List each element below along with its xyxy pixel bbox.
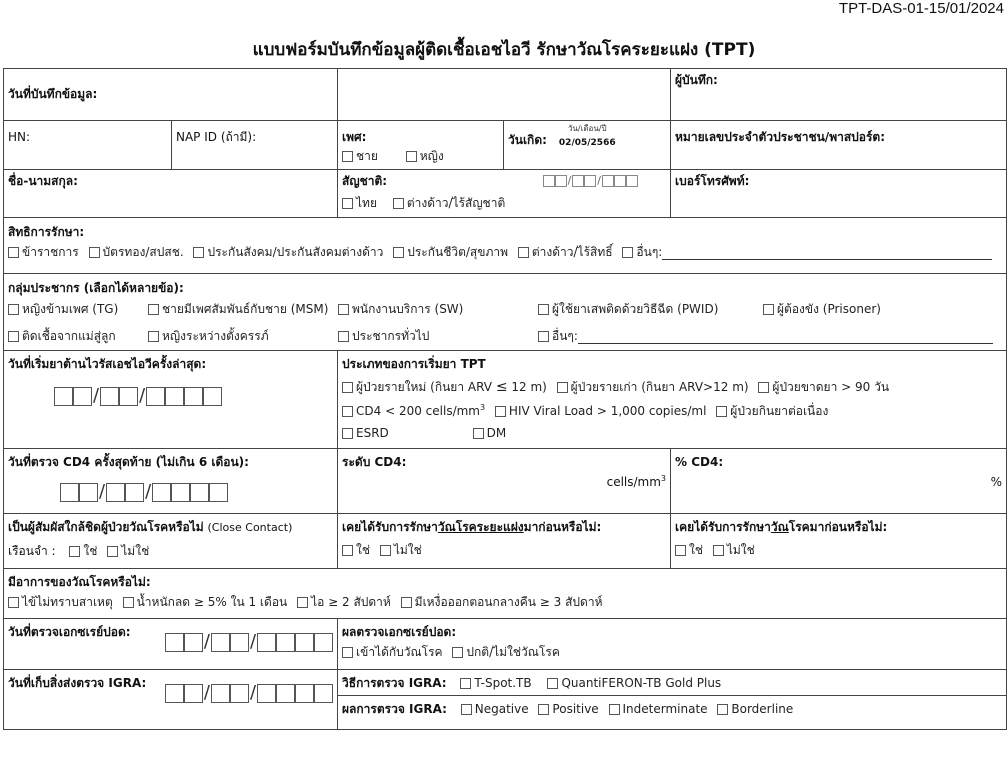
sex-cell [338, 121, 504, 170]
checkbox-icon[interactable] [675, 545, 686, 556]
rights-cell [4, 218, 1007, 274]
checkbox-icon[interactable] [338, 331, 349, 342]
contact-yes-option[interactable] [69, 543, 97, 559]
groups-row-1 [8, 301, 1002, 319]
checkbox-icon[interactable] [148, 304, 159, 315]
checkbox-icon[interactable] [716, 406, 727, 417]
xray-normal-option[interactable] [452, 644, 559, 660]
igra-negative-option[interactable] [461, 701, 529, 717]
checkbox-icon[interactable] [342, 406, 353, 417]
group-option-other[interactable] [538, 328, 993, 344]
checkbox-icon[interactable] [401, 597, 412, 608]
symptom-option[interactable] [123, 594, 288, 610]
rights-option-label: อื่นๆ: [636, 245, 663, 260]
latent-no-option[interactable] [380, 542, 422, 558]
latent-ul: วัณโรคระยะแฝง [437, 520, 524, 534]
igra-borderline-option[interactable] [717, 701, 793, 717]
arv-label: วันที่เริ่มยาต้านไวรัสเอชไอวีครั้งล่าสุด: [8, 357, 207, 371]
checkbox-icon[interactable] [342, 647, 353, 658]
contact-cell [4, 514, 338, 569]
tpt-new-option[interactable] [342, 378, 547, 397]
recorder-cell[interactable] [671, 69, 1007, 121]
le-symbol: ≤ [495, 379, 508, 396]
xray-date-cell [4, 619, 338, 670]
checkbox-icon[interactable] [717, 704, 728, 715]
igra-r4-label: Borderline [731, 702, 794, 717]
group-option-label: หญิงข้ามเพศ (TG) [22, 302, 119, 317]
group-option[interactable] [8, 301, 118, 317]
group-option[interactable] [8, 328, 116, 344]
xray-opt1-label: เข้าได้กับวัณโรค [356, 645, 443, 660]
symptom-option[interactable] [297, 594, 391, 610]
latent-pre: เคยได้รับการรักษา [342, 520, 438, 534]
record-date-cell[interactable] [4, 69, 338, 121]
tpt-old-label: ผู้ป่วยรายเก่า (กินยา ARV>12 m) [570, 380, 749, 395]
tb-ul: วัณ [770, 520, 789, 534]
xray-opt2-label: ปกติ/ไม่ใช่วัณโรค [466, 645, 560, 660]
symptom-option[interactable] [401, 594, 603, 610]
no-label: ไม่ใช่ [121, 543, 150, 558]
checkbox-icon[interactable] [763, 304, 774, 315]
group-option-label: พนักงานบริการ (SW) [352, 302, 464, 317]
checkbox-icon[interactable] [393, 198, 404, 209]
nationality-label: สัญชาติ: [342, 174, 388, 188]
rights-option-other[interactable] [622, 244, 992, 260]
checkbox-icon[interactable] [89, 247, 100, 258]
igra-qft-option[interactable] [547, 675, 721, 691]
checkbox-icon[interactable] [148, 331, 159, 342]
id-cell[interactable] [671, 121, 1007, 170]
group-option[interactable] [338, 301, 463, 317]
tpt-type-title: ประเภทของการเริ่มยา TPT [342, 357, 486, 371]
checkbox-icon[interactable] [557, 382, 568, 393]
group-option[interactable] [148, 328, 269, 344]
group-option[interactable] [763, 301, 881, 317]
male-label: ชาย [356, 149, 378, 164]
dob-label: วันเกิด: [508, 133, 547, 147]
rights-option-label: ข้าราชการ [22, 245, 79, 260]
form-title: แบบฟอร์มบันทึกข้อมูลผู้ติดเชื้อเอชไอวี รักษาวัณโรคระยะแฝง (TPT) [252, 40, 756, 60]
rights-option-label: ต่างด้าว/ไร้สิทธิ์ [531, 245, 613, 260]
checkbox-icon[interactable] [473, 428, 484, 439]
recorder-label: ผู้บันทึก: [675, 73, 718, 87]
group-option[interactable] [338, 328, 429, 344]
rights-option-label: ประกันชีวิต/สุขภาพ [407, 245, 508, 260]
xray-result-label: ผลตรวจเอกซเรย์ปอด: [342, 625, 457, 639]
yes-label: ใช่ [356, 543, 371, 558]
group-option[interactable] [538, 301, 718, 317]
checkbox-icon[interactable] [193, 247, 204, 258]
group-option[interactable] [148, 301, 328, 317]
igra-tspot-option[interactable] [460, 675, 531, 691]
sex-label: เพศ: [342, 130, 367, 144]
tpt-stop-option[interactable] [758, 379, 889, 395]
sex-female-option[interactable] [406, 148, 444, 164]
record-date-value-cell[interactable] [338, 69, 671, 121]
igra-date-boxes[interactable]: / / [165, 681, 333, 705]
cd4-level-label: ระดับ CD4: [342, 455, 407, 469]
tpt-form-table [3, 68, 1007, 730]
rights-other-line[interactable] [662, 259, 992, 260]
symptoms-cell [4, 569, 1007, 619]
checkbox-icon[interactable] [538, 331, 549, 342]
checkbox-icon[interactable] [342, 545, 353, 556]
phone-label: เบอร์โทรศัพท์: [675, 174, 750, 188]
rights-option[interactable] [8, 244, 79, 260]
document-code: TPT-DAS-01-15/01/2024 [838, 0, 1004, 17]
xray-date-boxes[interactable]: / / [165, 630, 333, 654]
rights-option[interactable] [393, 244, 508, 260]
household-label: เรือนจำ : [8, 543, 56, 558]
group-option-label: ชายมีเพศสัมพันธ์กับชาย (MSM) [162, 302, 329, 317]
cd4-date-boxes[interactable]: / / [60, 480, 228, 504]
igra-r2-label: Positive [552, 702, 599, 717]
igra-method-result-cell [338, 670, 1007, 730]
latent-yes-option[interactable] [342, 542, 370, 558]
cd4-unit: cells/mm [606, 475, 661, 490]
checkbox-icon[interactable] [461, 704, 472, 715]
symptom-label: ไอ ≥ 2 สัปดาห์ [311, 595, 391, 610]
tpt-esrd-option[interactable] [342, 425, 389, 441]
igra-method-label: วิธีการตรวจ IGRA: [342, 676, 447, 690]
group-option-label: ติดเชื้อจากแม่สู่ลูก [22, 329, 116, 344]
rights-option[interactable] [518, 244, 613, 260]
record-date-label: วันที่บันทึกข้อมูล: [8, 87, 98, 102]
sex-male-option[interactable] [342, 148, 378, 164]
nap-cell[interactable] [172, 121, 338, 170]
checkbox-icon[interactable] [342, 151, 353, 162]
tpt-vl-option[interactable] [495, 403, 707, 419]
symptom-label: น้ำหนักลด ≥ 5% ใน 1 เดือน [136, 595, 288, 610]
latent-tb-cell [338, 514, 671, 569]
nap-label: NAP ID (ถ้ามี): [176, 130, 257, 144]
xray-date-label: วันที่ตรวจเอกซเรย์ปอด: [8, 625, 131, 639]
tpt-new-label: ผู้ป่วยรายใหม่ (กินยา ARV [356, 380, 492, 395]
tpt-type-cell [338, 351, 1007, 449]
thai-label: ไทย [356, 196, 377, 211]
checkbox-icon[interactable] [495, 406, 506, 417]
group-option-label: หญิงระหว่างตั้งครรภ์ [162, 329, 269, 344]
checkbox-icon[interactable] [342, 428, 353, 439]
tpt-cd4-label: CD4 < 200 cells/mm [356, 404, 480, 419]
tpt-stop-label: ผู้ป่วยขาดยา > 90 วัน [772, 380, 890, 395]
arv-date-boxes[interactable]: / / [54, 384, 222, 408]
symptom-label: มีเหงื่อออกตอนกลางคืน ≥ 3 สัปดาห์ [414, 595, 603, 610]
arv-cell [4, 351, 338, 449]
igra-date-cell [4, 670, 338, 730]
igra-date-label: วันที่เก็บสิ่งส่งตรวจ IGRA: [8, 676, 147, 690]
checkbox-icon[interactable] [8, 331, 19, 342]
checkbox-icon[interactable] [8, 304, 19, 315]
group-option-label: อื่นๆ: [552, 329, 578, 344]
phone-cell[interactable] [671, 170, 1007, 218]
checkbox-icon[interactable] [297, 597, 308, 608]
latent-post: มาก่อนหรือไม่: [523, 520, 602, 534]
igra-m2-label: QuantiFERON-TB Gold Plus [561, 676, 722, 690]
igra-m1-label: T-Spot.TB [474, 676, 532, 690]
contact-title-en: (Close Contact) [207, 521, 293, 534]
nationality-cell [338, 170, 671, 218]
group-option-label: ผู้ใช้ยาเสพติดด้วยวิธีฉีด (PWID) [552, 302, 719, 317]
tb-treated-cell [671, 514, 1007, 569]
yes-label: ใช่ [689, 543, 704, 558]
rights-title: สิทธิการรักษา: [8, 225, 85, 239]
checkbox-icon[interactable] [69, 546, 80, 557]
tpt-dm-label: DM [486, 426, 507, 441]
igra-result-label: ผลการตรวจ IGRA: [342, 702, 447, 717]
tpt-dm-option[interactable] [473, 425, 507, 441]
tpt-new-tail: 12 m) [511, 380, 547, 395]
dob-cell[interactable] [504, 121, 671, 170]
name-label: ชื่อ-นามสกุล: [8, 174, 78, 188]
cd4-pct-label: % CD4: [675, 455, 724, 469]
checkbox-icon[interactable] [393, 247, 404, 258]
id-label: หมายเลขประจำตัวประชาชน/พาสปอร์ต: [675, 130, 886, 144]
foreign-option[interactable] [393, 195, 505, 211]
tpt-old-option[interactable] [557, 379, 749, 395]
tpt-continuous-label: ผู้ป่วยกินยาต่อเนื่อง [730, 404, 829, 419]
female-label: หญิง [419, 149, 444, 164]
checkbox-icon[interactable] [609, 704, 620, 715]
symptom-option[interactable] [8, 594, 113, 610]
cd4-pct-cell[interactable] [671, 449, 1007, 514]
tb-pre: เคยได้รับการรักษา [675, 520, 771, 534]
hn-label: HN: [8, 130, 31, 144]
checkbox-icon[interactable] [406, 151, 417, 162]
name-cell[interactable] [4, 170, 338, 218]
rights-option[interactable] [89, 244, 184, 260]
tpt-continuous-option[interactable] [716, 403, 828, 419]
dob-hint: วัน/เดือน/ปี [567, 124, 607, 133]
cd4-level-cell[interactable] [338, 449, 671, 514]
checkbox-icon[interactable] [8, 247, 19, 258]
no-label: ไม่ใช่ [393, 543, 422, 558]
checkbox-icon[interactable] [342, 198, 353, 209]
checkbox-icon[interactable] [758, 382, 769, 393]
tb-yes-option[interactable] [675, 542, 703, 558]
nationality-date-boxes[interactable]: / / [543, 174, 638, 189]
groups-cell [4, 274, 1007, 351]
yes-label: ใช่ [83, 543, 98, 558]
tpt-vl-label: HIV Viral Load > 1,000 copies/ml [508, 404, 707, 419]
rights-option-label: ประกันสังคม/ประกันสังคมต่างด้าว [207, 245, 384, 260]
symptom-label: ไข้ไม่ทราบสาเหตุ [22, 595, 113, 610]
checkbox-icon[interactable] [622, 247, 633, 258]
checkbox-icon[interactable] [538, 304, 549, 315]
rights-options [8, 244, 1002, 260]
group-option-label: ประชากรทั่วไป [352, 329, 430, 344]
checkbox-icon[interactable] [713, 545, 724, 556]
checkbox-icon[interactable] [460, 678, 471, 689]
checkbox-icon[interactable] [123, 597, 134, 608]
group-other-line[interactable] [578, 343, 993, 344]
checkbox-icon[interactable] [452, 647, 463, 658]
cd4-date-cell [4, 449, 338, 514]
thai-option[interactable] [342, 195, 377, 211]
igra-r3-label: Indeterminate [622, 702, 708, 717]
igra-positive-option[interactable] [538, 701, 598, 717]
rights-option-label: บัตรทอง/สปสช. [102, 245, 184, 260]
tpt-cd4-option[interactable] [342, 403, 485, 419]
cd4-date-label: วันที่ตรวจ CD4 ครั้งสุดท้าย (ไม่เกิน 6 เดือน): [8, 455, 249, 469]
tb-no-option[interactable] [713, 542, 755, 558]
checkbox-icon[interactable] [518, 247, 529, 258]
groups-row-2 [8, 328, 1002, 346]
groups-title: กลุ่มประชากร (เลือกได้หลายข้อ): [8, 281, 184, 295]
symptoms-title: มีอาการของวัณโรคหรือไม่: [8, 575, 151, 589]
xray-result-cell [338, 619, 1007, 670]
tb-post: โรคมาก่อนหรือไม่: [788, 520, 888, 534]
no-label: ไม่ใช่ [726, 543, 755, 558]
igra-indeterminate-option[interactable] [609, 701, 708, 717]
foreign-label: ต่างด้าว/ไร้สัญชาติ [406, 196, 506, 211]
checkbox-icon[interactable] [342, 382, 353, 393]
hn-cell[interactable] [4, 121, 172, 170]
contact-no-option[interactable] [107, 543, 149, 559]
cd4-pct-unit: % [990, 475, 1003, 490]
checkbox-icon[interactable] [107, 546, 118, 557]
checkbox-icon[interactable] [547, 678, 558, 689]
checkbox-icon[interactable] [538, 704, 549, 715]
xray-tb-option[interactable] [342, 644, 443, 660]
checkbox-icon[interactable] [8, 597, 19, 608]
checkbox-icon[interactable] [338, 304, 349, 315]
dob-value: 02/05/2566 [558, 137, 616, 148]
tpt-esrd-label: ESRD [356, 426, 389, 441]
rights-option[interactable] [193, 244, 383, 260]
contact-title: เป็นผู้สัมผัสใกล้ชิดผู้ป่วยวัณโรคหรือไม่ [8, 520, 204, 534]
cd4-unit-sup: 3 [660, 474, 667, 484]
group-option-label: ผู้ต้องขัง (Prisoner) [777, 302, 881, 317]
checkbox-icon[interactable] [380, 545, 391, 556]
igra-r1-label: Negative [474, 702, 529, 717]
sup-3: 3 [480, 403, 486, 413]
